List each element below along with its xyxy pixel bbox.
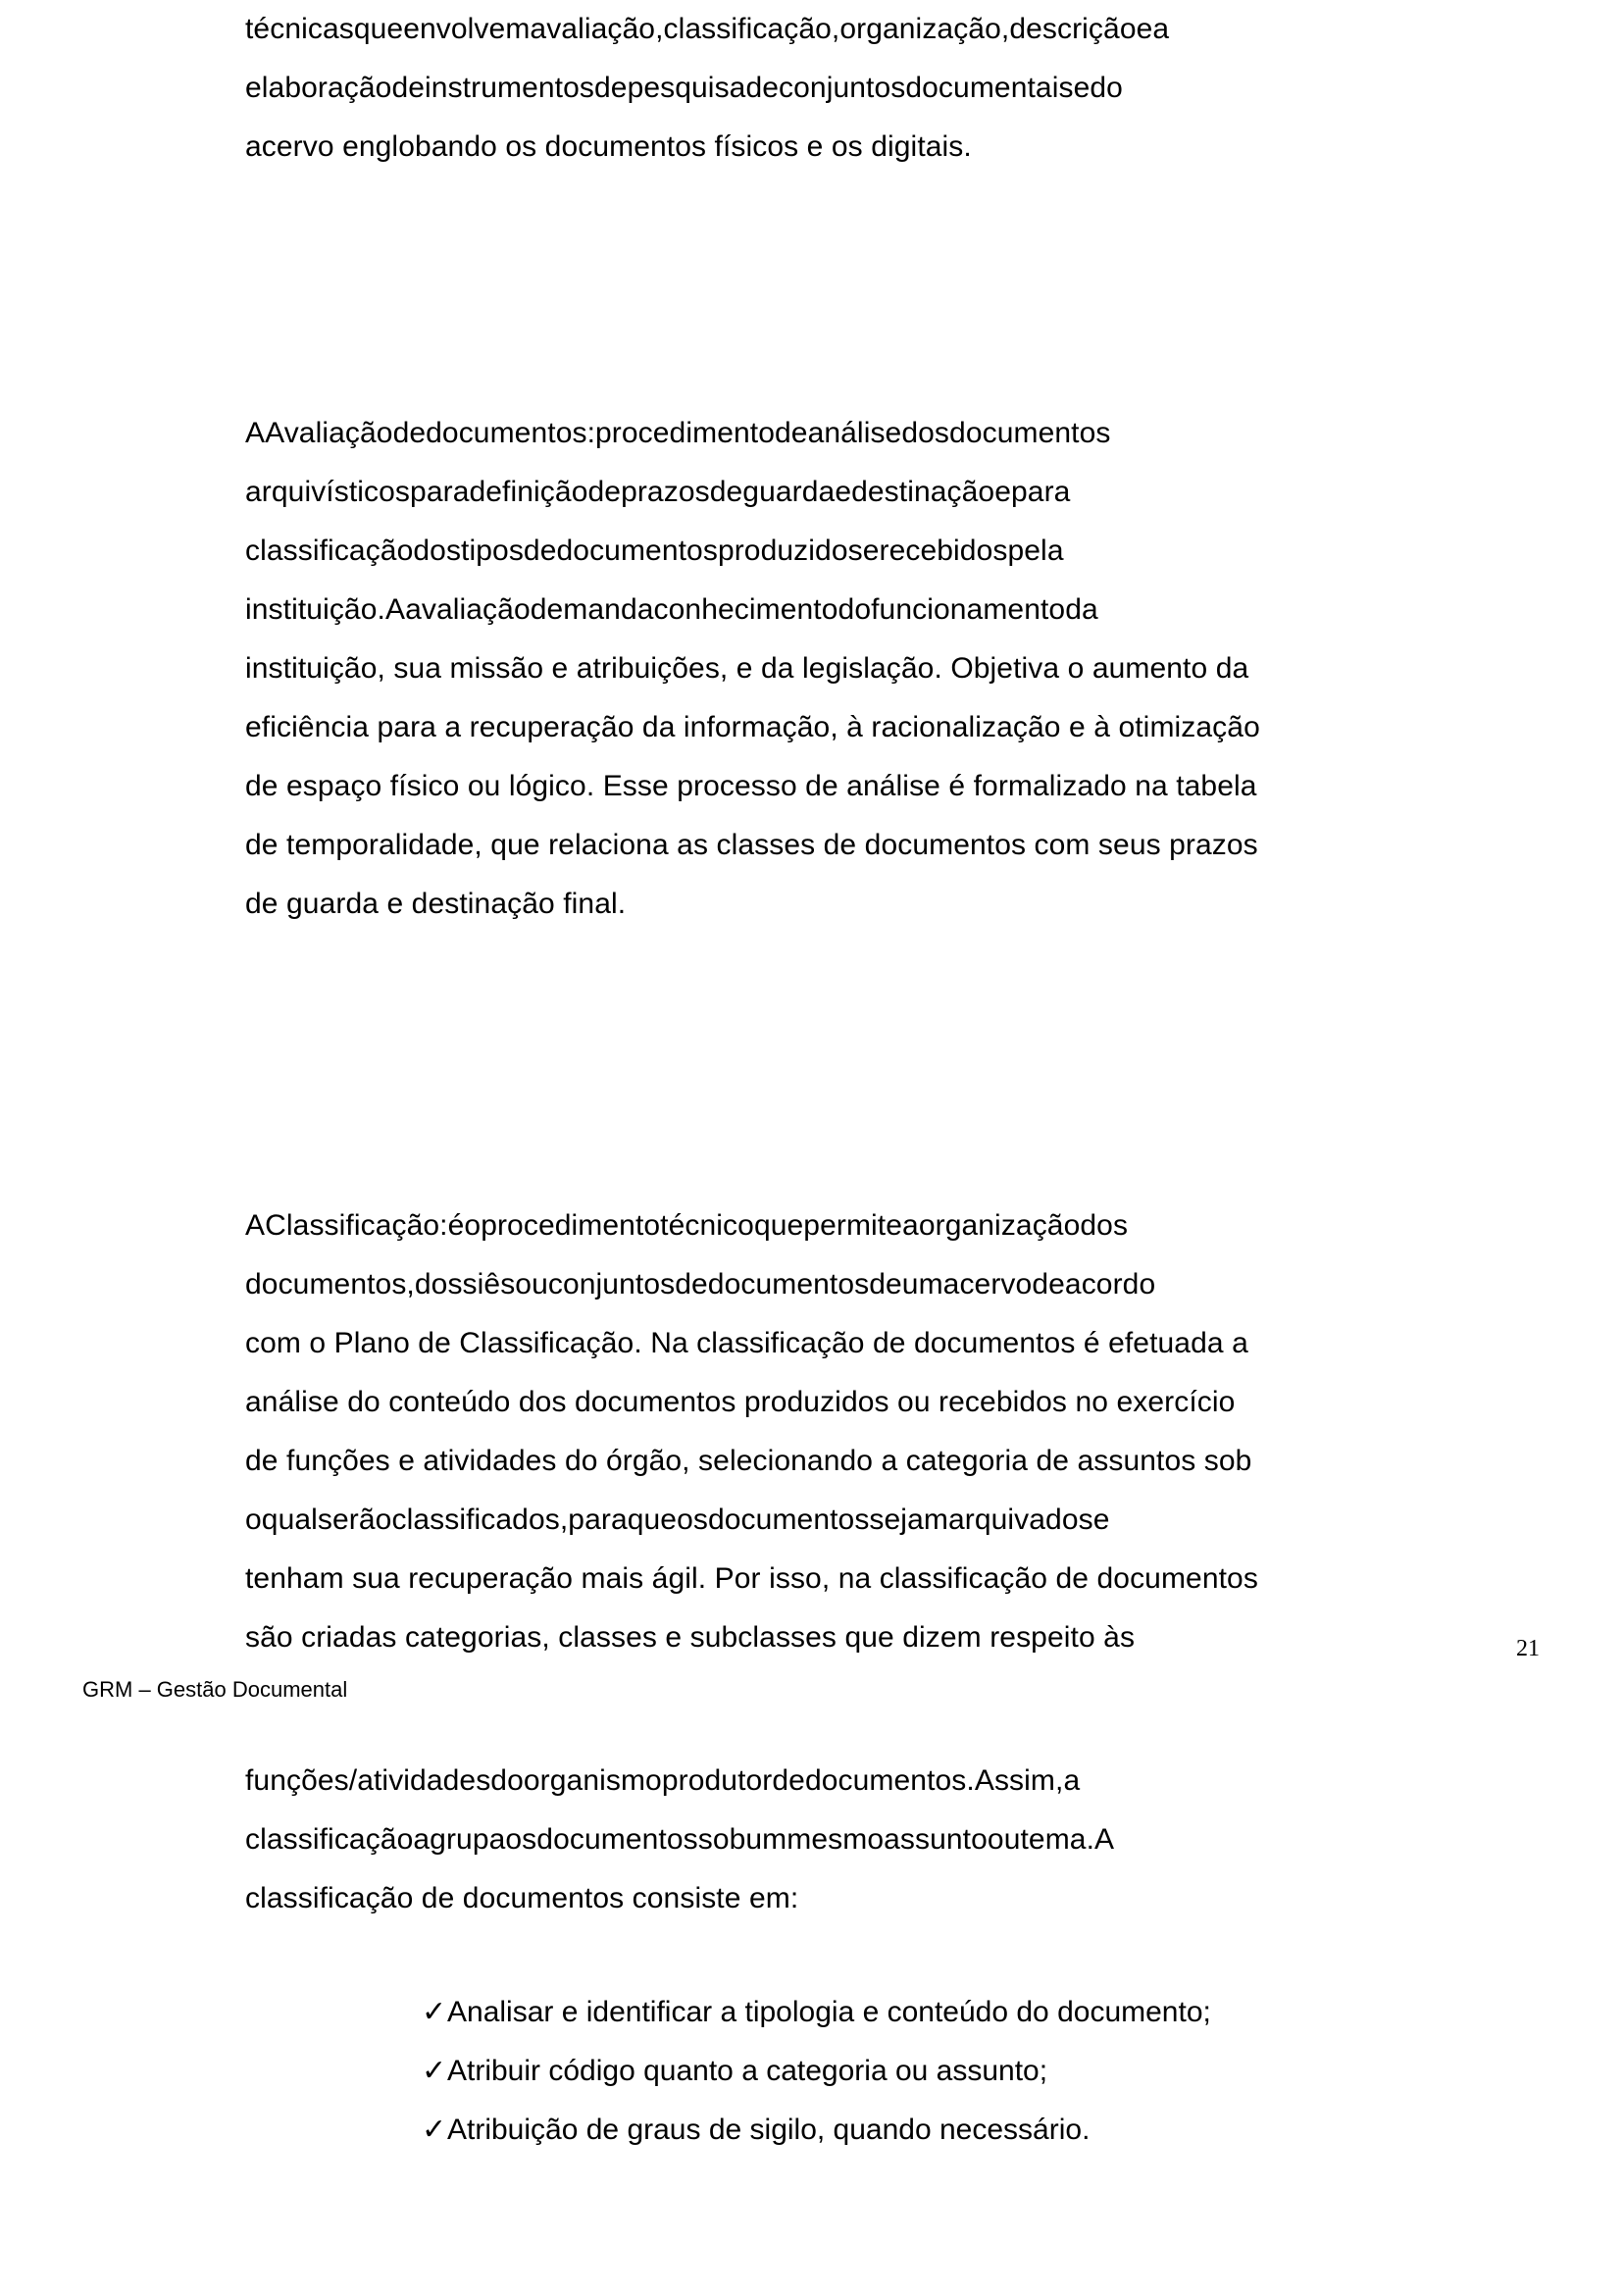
text-line: documentos,dossiêsouconjuntosdedocumentosdeumacervodeacordo [245, 1268, 1156, 1300]
text-line: AAvaliaçãodedocumentos:procedimentodeanálisedosdocumentos [245, 417, 1111, 449]
list-item-label: Analisar e identificar a tipologia e conteúdo do documento; [447, 1996, 1211, 2028]
text-line: funções/atividadesdoorganismoprodutordedocumentos.Assim,a [245, 1764, 1081, 1797]
text-line: instituição, sua missão e atribuições, e da legislação. Objetiva o aumento da [245, 652, 1249, 685]
text-line: classificaçãodostiposdedocumentosproduzidoserecebidospela [245, 535, 1064, 567]
paragraph-gap [245, 177, 1393, 404]
text-line: acervo englobando os documentos físicos e os digitais. [245, 130, 972, 163]
text-line: são criadas categorias, classes e subclasses que dizem respeito às [245, 1621, 1136, 1654]
text-line: de funções e atividades do órgão, selecionando a categoria de assuntos sob [245, 1445, 1252, 1477]
check-icon: ✓ [422, 2055, 447, 2087]
paragraph-avaliacao [245, 404, 1393, 934]
text-line: classificação de documentos consiste em: [245, 1882, 799, 1914]
text-line: técnicasqueenvolvemavaliação,classificação,organização,descriçãoea [245, 13, 1170, 45]
text-line: oqualserãoclassificados,paraqueosdocumentossejamarquivadose [245, 1504, 1110, 1536]
list-item [422, 2042, 1393, 2101]
text-line: AClassificação:éoprocedimentotécnicoquepermiteaorganizaçãodos [245, 1209, 1129, 1242]
paragraph-classificacao [245, 1197, 1393, 1667]
paragraph-gap [245, 1667, 1393, 1752]
list-item [422, 2101, 1393, 2160]
page-number: 21 [1516, 1636, 1540, 1661]
paragraph-gap [245, 934, 1393, 1197]
text-line: eficiência para a recuperação da informação, à racionalização e à otimização [245, 711, 1260, 743]
text-line: de espaço físico ou lógico. Esse processo de análise é formalizado na tabela [245, 770, 1257, 802]
paragraph-funcoes-atividades [245, 1752, 1393, 1928]
paragraph-tecnicas [245, 0, 1393, 177]
text-line: de guarda e destinação final. [245, 888, 627, 920]
list-item-label: Atribuição de graus de sigilo, quando necessário. [447, 2114, 1091, 2146]
text-line: com o Plano de Classificação. Na classificação de documentos é efetuada a [245, 1327, 1248, 1359]
classification-checklist [422, 1983, 1393, 2160]
text-line: tenham sua recuperação mais ágil. Por isso, na classificação de documentos [245, 1562, 1258, 1595]
text-line: elaboraçãodeinstrumentosdepesquisadeconjuntosdocumentaisedo [245, 72, 1123, 104]
text-line: classificaçãoagrupaosdocumentossobummesmoassuntooutema.A [245, 1823, 1115, 1856]
text-line: instituição.Aavaliaçãodemandaconhecimentodofuncionamentoda [245, 593, 1098, 626]
check-icon: ✓ [422, 2114, 447, 2146]
text-line: de temporalidade, que relaciona as classes de documentos com seus prazos [245, 829, 1258, 861]
list-item-label: Atribuir código quanto a categoria ou assunto; [447, 2055, 1048, 2087]
running-footer-title: GRM – Gestão Documental [82, 1677, 348, 1702]
text-line: arquivísticosparadefiniçãodeprazosdeguardaedestinaçãoepara [245, 476, 1071, 508]
list-item [422, 1983, 1393, 2042]
check-icon: ✓ [422, 1996, 447, 2028]
text-line: análise do conteúdo dos documentos produzidos ou recebidos no exercício [245, 1386, 1236, 1418]
